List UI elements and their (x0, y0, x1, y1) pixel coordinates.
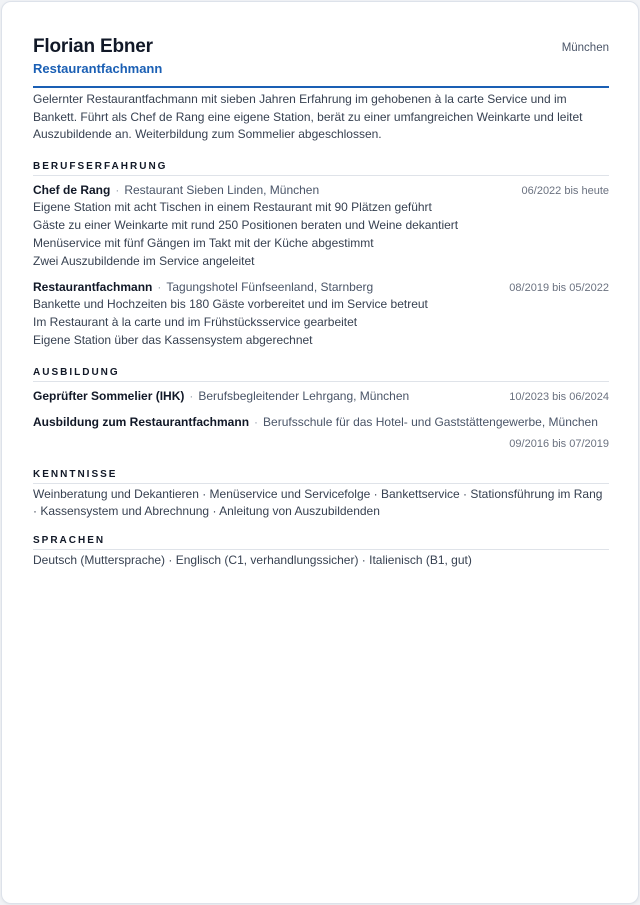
experience-section-title: BERUFSERFAHRUNG (33, 160, 609, 176)
resume-content (33, 36, 609, 569)
candidate-location: München (561, 42, 609, 54)
education-entry (33, 414, 609, 452)
job-duty: Gäste zu einer Weinkarte mit rund 250 Positionen beraten und Weine dekantiert (33, 217, 459, 232)
separator-dot: · (115, 182, 120, 197)
job-dates: 08/2019 bis 05/2022 (509, 281, 609, 294)
skills-section-title: KENNTNISSE (33, 468, 609, 484)
resume-header (33, 36, 609, 88)
job-duty: Zwei Auszubildende im Service angeleitet (33, 254, 255, 269)
education-entry (33, 388, 609, 404)
experience-entry (33, 182, 609, 271)
job-duties-list (33, 198, 609, 271)
education-dates: 10/2023 bis 06/2024 (509, 390, 609, 403)
degree: Ausbildung zum Restaurantfachmann (33, 414, 250, 429)
institution: Berufsbegleitender Lehrgang, München (198, 388, 410, 403)
skills-list: Weinberatung und Dekantieren · Menüservice und Servicefolge · Bankettservice · Stationsführung im Rang · Kassensystem und Abrechnung · Anleitung von Auszubildenden (33, 486, 603, 518)
candidate-name: Florian Ebner (33, 36, 153, 57)
institution: Berufsschule für das Hotel- und Gaststättengewerbe, München (263, 414, 598, 429)
employer: Tagungshotel Fünfseenland, Starnberg (166, 279, 374, 294)
job-duty: Eigene Station mit acht Tischen in einem Restaurant mit 90 Plätzen geführt (33, 199, 432, 214)
languages-section-title: SPRACHEN (33, 534, 609, 550)
profile-summary: Gelernter Restaurantfachmann mit sieben Jahren Erfahrung im gehobenen à la carte Service und im Bankett. Führt als Chef de Rang eine eigene Station, berät zu einer umfangreichen Weinkarte und leitet Auszubildende an. Weiterbildung zum Sommelier abgeschlossen. (33, 92, 583, 141)
job-duty: Menüservice mit fünf Gängen im Takt mit der Küche abgestimmt (33, 236, 374, 251)
resume-page (1, 1, 639, 904)
job-position: Chef de Rang (33, 182, 111, 197)
employer: Restaurant Sieben Linden, München (124, 182, 320, 197)
separator-dot: · (254, 414, 259, 429)
education-entry-header (33, 388, 609, 404)
job-position: Restaurantfachmann (33, 279, 153, 294)
education-section-title: AUSBILDUNG (33, 366, 609, 382)
experience-entry-header (33, 182, 609, 198)
experience-entry-header (33, 279, 609, 295)
separator-dot: · (157, 279, 162, 294)
degree: Geprüfter Sommelier (IHK) (33, 388, 185, 403)
education-entry-header (33, 414, 609, 430)
job-duty: Eigene Station über das Kassensystem abgerechnet (33, 333, 313, 348)
separator-dot: · (189, 388, 194, 403)
job-dates: 06/2022 bis heute (521, 184, 609, 197)
languages-list: Deutsch (Muttersprache) · Englisch (C1, verhandlungssicher) · Italienisch (B1, gut) (33, 552, 472, 567)
job-duties-list (33, 295, 609, 350)
experience-entry (33, 279, 609, 350)
job-duty: Im Restaurant à la carte und im Frühstücksservice gearbeitet (33, 314, 358, 329)
education-dates: 09/2016 bis 07/2019 (509, 437, 609, 450)
candidate-role: Restaurantfachmann (33, 61, 163, 76)
job-duty: Bankette und Hochzeiten bis 180 Gäste vorbereitet und im Service betreut (33, 296, 428, 311)
